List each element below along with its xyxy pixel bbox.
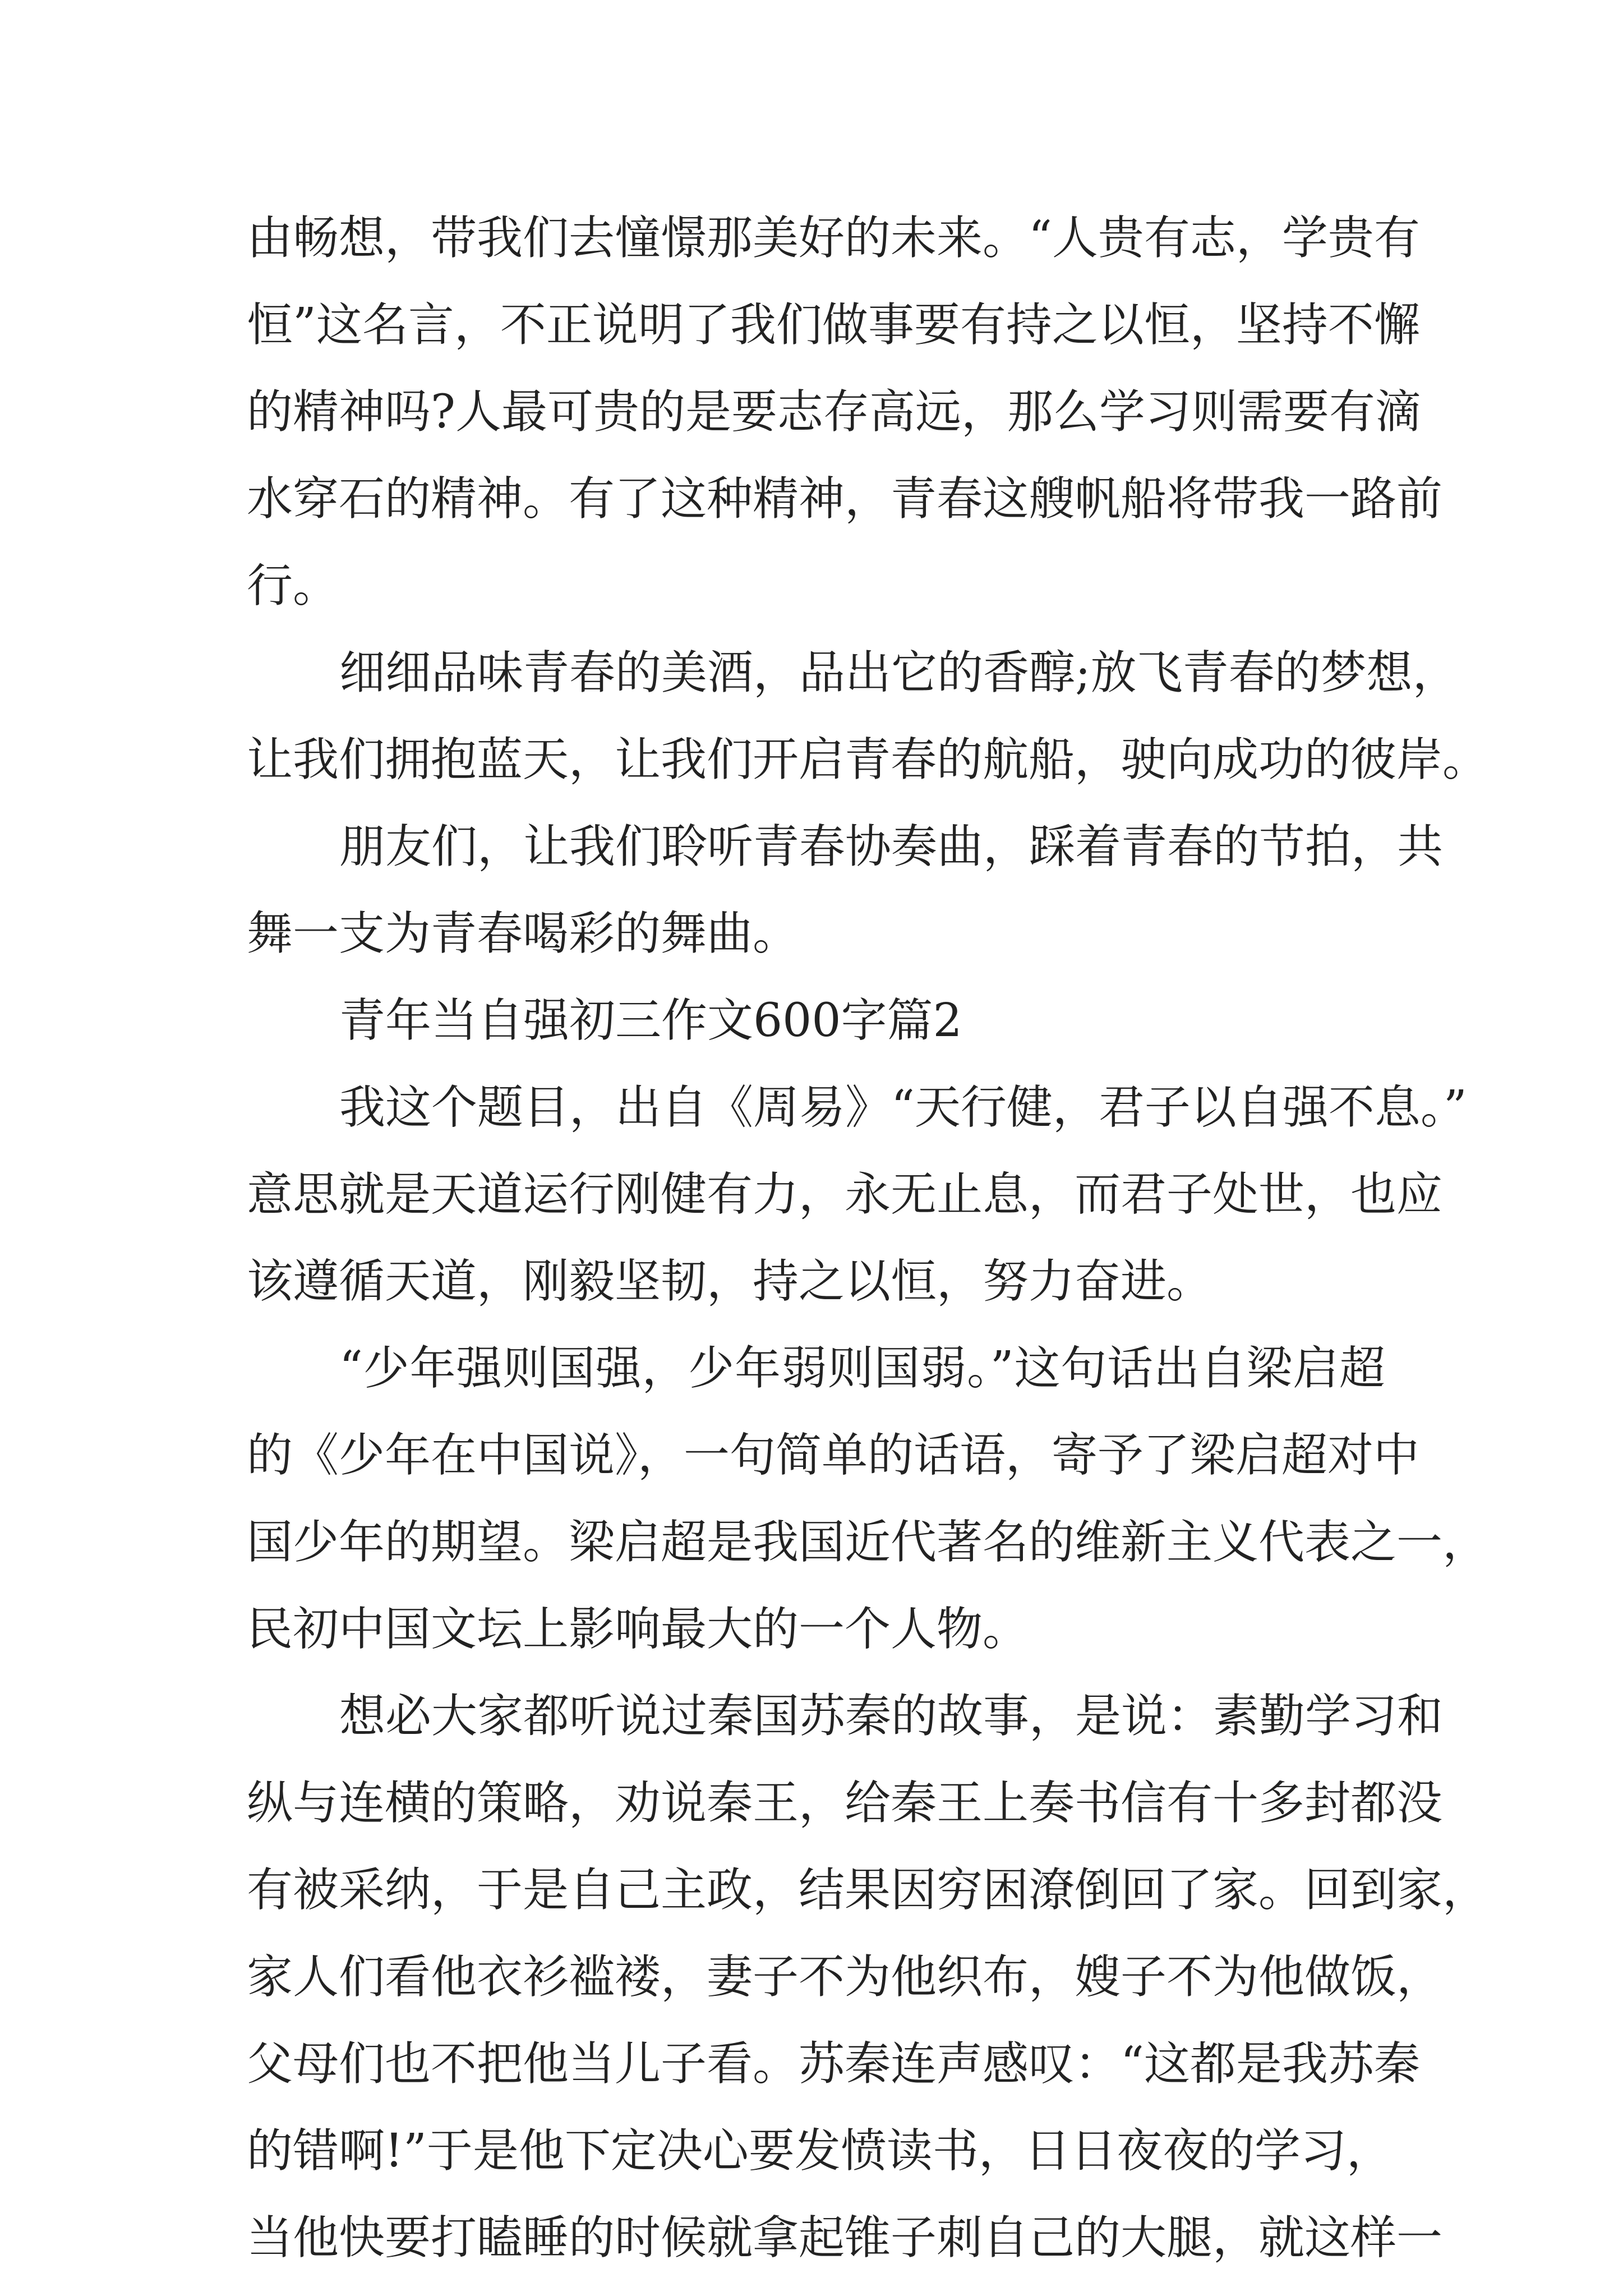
text-line: 民初中国文坛上影响最大的一个人物。 [247, 1603, 1029, 1656]
text-line: 由畅想，带我们去憧憬那美好的未来。“人贵有志，学贵有 [247, 211, 1420, 265]
text-line: 意思就是天道运行刚健有力，永无止息，而君子处世，也应 [247, 1168, 1443, 1221]
text-line: 的错啊!”于是他下定决心要发愤读书，日日夜夜的学习， [247, 2124, 1393, 2178]
text-line: 恒”这名言，不正说明了我们做事要有持之以恒，坚持不懈 [247, 298, 1420, 352]
text-line: 该遵循天道，刚毅坚韧，持之以恒，努力奋进。 [247, 1255, 1213, 1308]
text-line: “少年强则国强，少年弱则国弱。”这句话出自梁启超 [339, 1342, 1385, 1395]
text-line: 舞一支为青春喝彩的舞曲。 [247, 907, 799, 960]
text-line: 让我们拥抱蓝天，让我们开启青春的航船，驶向成功的彼岸。 [247, 733, 1489, 786]
text-line: 当他快要打瞌睡的时候就拿起锥子刺自己的大腿，就这样一 [247, 2211, 1443, 2265]
text-line: 我这个题目，出自《周易》“天行健，君子以自强不息。” [339, 1081, 1467, 1134]
text-line: 朋友们，让我们聆听青春协奏曲，踩着青春的节拍，共 [339, 820, 1444, 873]
text-line: 的《少年在中国说》，一句简单的话语，寄予了梁启超对中 [247, 1429, 1420, 1482]
text-line: 有被采纳，于是自己主政，结果因穷困潦倒回了家。回到家， [247, 1864, 1489, 1917]
text-line: 行。 [247, 559, 339, 613]
text-line: 的精神吗?人最可贵的是要志存高远，那么学习则需要有滴 [247, 385, 1421, 439]
text-line: 纵与连横的策略，劝说秦王，给秦王上奏书信有十多封都没 [247, 1777, 1443, 1830]
text-line: 国少年的期望。梁启超是我国近代著名的维新主义代表之一， [247, 1516, 1489, 1569]
section-heading: 青年当自强初三作文600字篇2 [339, 994, 962, 1047]
text-line: 父母们也不把他当儿子看。苏秦连声感叹：“这都是我苏秦 [247, 2037, 1420, 2091]
text-line: 水穿石的精神。有了这种精神，青春这艘帆船将带我一路前 [247, 472, 1443, 526]
text-line: 家人们看他衣衫褴褛，妻子不为他织布，嫂子不为他做饭， [247, 1950, 1443, 2004]
text-line: 细细品味青春的美酒，品出它的香醇;放飞青春的梦想， [339, 646, 1459, 700]
text-line: 想必大家都听说过秦国苏秦的故事，是说：素勤学习和 [339, 1690, 1444, 1743]
